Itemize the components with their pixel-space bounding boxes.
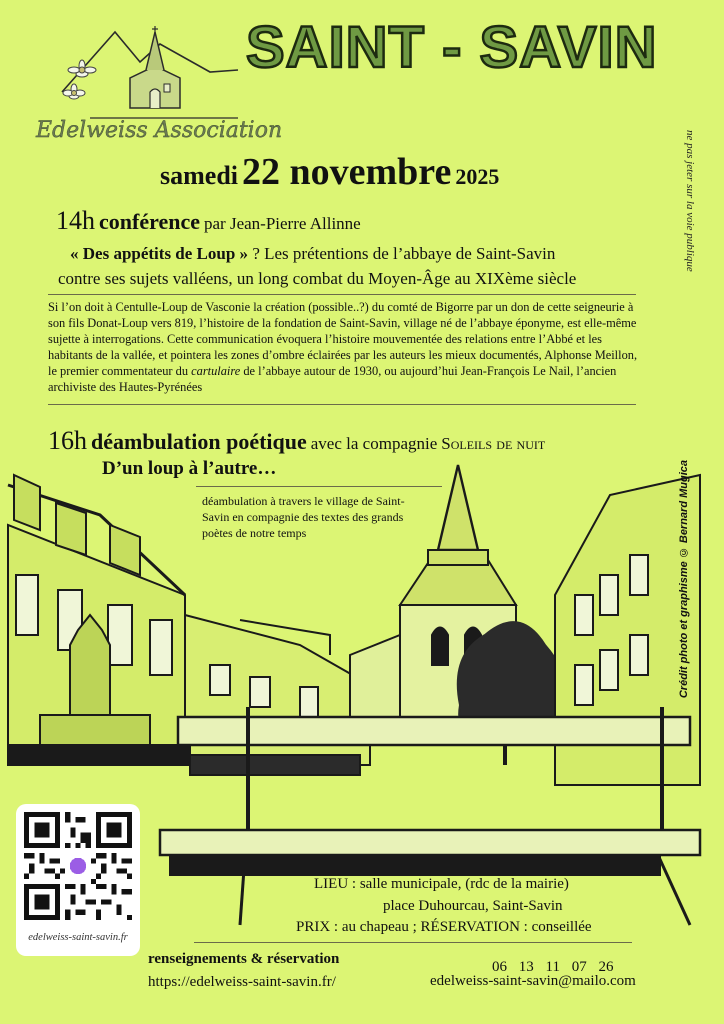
phone-number[interactable]: 06 13 11 07 26 (492, 959, 614, 975)
contact-label: renseignements & réservation (148, 951, 340, 967)
date-weekday: samedi (160, 161, 238, 190)
edelweiss-flower-icon (63, 60, 96, 99)
walk-label: déambulation poétique (91, 429, 307, 454)
walk-description: déambulation à travers le village de Saint-Savin en compagnie des textes des grands poètes de notre temps (202, 494, 405, 540)
walk-heading (48, 426, 545, 456)
association-name: Edelweiss Association (36, 118, 283, 143)
info-prix: PRIX : au chapeau ; RÉSERVATION : conseillée (296, 919, 592, 935)
walk-subtitle: D’un loup à l’autre… (102, 458, 277, 479)
info-lieu: LIEU : salle municipale, (rdc de la mairie) (314, 876, 569, 892)
conference-title-line1 (70, 244, 555, 264)
divider (48, 294, 636, 295)
association-logo-drawing (60, 22, 240, 122)
conference-title-line2: contre ses sujets valléens, un long combat du Moyen-Âge au XIXème siècle (58, 269, 577, 288)
divider (48, 404, 636, 405)
photo-credit: Crédit photo et graphisme © Bernard Mugica (678, 460, 690, 699)
conference-description (48, 299, 640, 395)
page-title: SAINT - SAVIN (246, 15, 658, 80)
walk-time: 16h (48, 426, 87, 455)
walk-with: avec la compagnie (310, 434, 438, 453)
conference-description-italic: cartulaire (191, 364, 241, 378)
qr-url: edelweiss-saint-savin.fr (28, 932, 128, 943)
walk-company: Soleils de nuit (441, 434, 546, 453)
qr-code-icon[interactable] (24, 812, 132, 920)
conference-description-text-end: de l’abbaye autour de 1930, ou aujourd’hui Jean-François Le Nail, l’ancien archiviste des Hautes-Pyrénées (48, 364, 617, 394)
divider (194, 942, 632, 943)
email-link[interactable]: edelweiss-saint-savin@mailo.com (430, 973, 636, 989)
conference-question: ? Les prétentions de l’abbaye de Saint-Savin (252, 244, 556, 263)
conference-speaker: par Jean-Pierre Allinne (204, 214, 361, 233)
conference-description-text: Si l’on doit à Centulle-Loup de Vasconie la création (possible..?) du comté de Bigorre par un don de cette seigneurie à son fils Donat-Loup vers 819, l’histoire de la fondation de Saint-Savin, village né de l’abbaye éponyme, est elle-même sujette à interrogations. Cette communication évoquera l’histoire mouvementée des relations entre l’Abbé et les habitants de la vallée, et pointera les zones d’ombre éclairées par les auteurs les mieux documentés, Alphonse Meillon, le premier commentateur du (48, 300, 638, 378)
conference-heading (56, 206, 361, 236)
conference-label: conférence (99, 209, 200, 234)
info-place: place Duhourcau, Saint-Savin (383, 898, 563, 914)
website-link[interactable]: https://edelweiss-saint-savin.fr/ (148, 974, 336, 990)
event-date (160, 150, 499, 194)
date-day-month: 22 novembre (242, 151, 452, 193)
side-note: ne pas jeter sur la voie publique (684, 130, 696, 272)
conference-time: 14h (56, 206, 95, 235)
conference-quote-title: « Des appétits de Loup » (70, 244, 249, 263)
date-year: 2025 (455, 164, 500, 189)
